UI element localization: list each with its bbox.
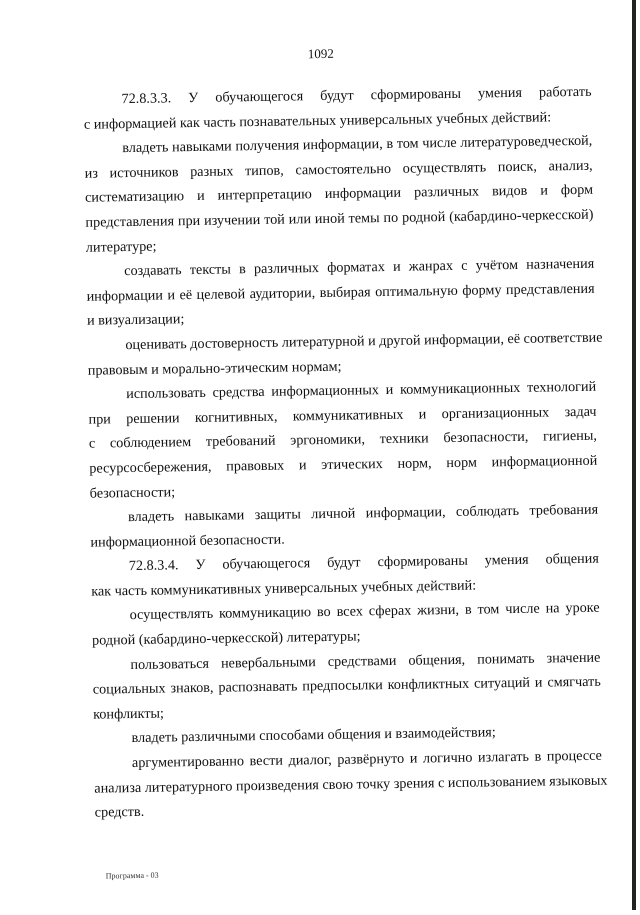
text-line: конфликты; [93,705,165,723]
text-line: владеть навыками защиты личной информации, соблюдать требования [127,501,599,526]
text-line: систематизацию и интерпретацию информации различных видов и форм [84,182,594,207]
text-line: представления при изучении той или иной темы по родной (кабардино-черкесской) [85,206,594,231]
text-line: средств. [94,804,145,821]
text-line: и визуализации; [86,311,185,330]
text-line: правовым и морально-этическим нормам; [87,358,342,379]
text-line: социальных знаков, распознавать предпосылки конфликтных ситуаций и смягчать [92,673,601,698]
text-line: 72.8.3.3. У обучающегося будут сформированы умения работать [121,83,592,108]
text-line: информации и её целевой аудитории, выбирая оптимальную форму представления [86,280,595,305]
text-line: информационной безопасности. [90,531,285,551]
text-line: аргументированно вести диалог, развёрнуто и логично излагать в процессе [131,747,603,772]
footer-label: Программа - 03 [105,870,159,881]
text-line: с информацией как часть познавательных универсальных учебных действий: [83,108,552,133]
text-line: ресурсосбережения, правовых и этических норм, норм информационной [89,452,598,477]
text-line: создавать тексты в различных форматах и жанрах с учётом назначения [124,255,595,280]
text-line: из источников разных типов, самостоятельно осуществлять поиск, анализ, [84,157,593,182]
text-line: владеть навыками получения информации, в том числе литературоведческой, [122,132,593,157]
text-line: с соблюдением требований эргономики, техники безопасности, гигиены, [88,428,598,452]
text-line: 72.8.3.4. У обучающегося будут сформированы умения общения [128,550,599,575]
page-number: 1092 [307,45,334,62]
text-line: при решении когнитивных, коммуникативных и организационных задач [88,403,597,428]
scan-edge [632,0,636,910]
text-line: пользоваться невербальными средствами общения, понимать значение [130,649,601,673]
body-text [83,80,608,826]
text-line: литературе; [85,238,157,256]
text-line: оценивать достоверность литературной и другой информации, её соответствие [125,329,603,354]
text-line: безопасности; [89,483,176,502]
text-line: осуществлять коммуникацию во всех сферах жизни, в том числе на уроке [129,600,600,624]
text-line: как часть коммуникативных универсальных учебных действий: [91,577,477,600]
text-line: родной (кабардино-черкесской) литературы; [91,628,361,649]
text-line: использовать средства информационных и коммуникационных технологий [126,378,597,403]
text-line: владеть различными способами общения и взаимодействия; [131,724,496,747]
text-line: анализа литературного произведения свою точку зрения с использованием языковых [94,772,608,797]
